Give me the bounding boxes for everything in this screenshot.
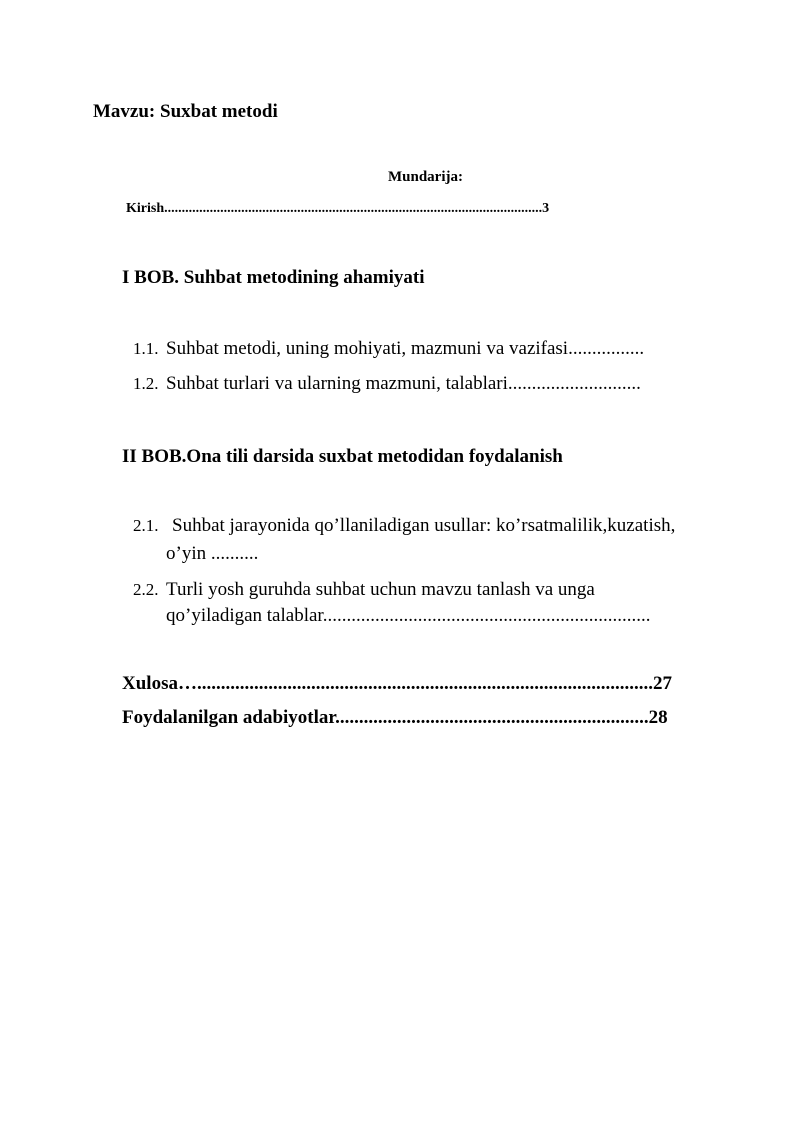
intro-page: 3 (542, 201, 550, 216)
section-leader: ............................ (507, 373, 641, 394)
conclusion-label: Xulosa… (122, 673, 197, 694)
section-number: 1.2. (133, 374, 159, 393)
toc-entry-conclusion (122, 673, 672, 695)
references-label: Foydalanilgan adabiyotlar (122, 707, 336, 728)
conclusion-leader: ................................................................................................ (196, 673, 653, 694)
toc-entry-2-1 (133, 516, 159, 536)
references-page: 28 (648, 707, 668, 728)
toc-entry-2-1-line1: Suhbat jarayonida qo’llaniladigan usullar: ko’rsatmalilik,kuzatish, (172, 515, 676, 536)
section-leader: ..................................................................... (322, 605, 651, 626)
section-number: 1.1. (133, 339, 159, 358)
intro-leader: ............................................................................................................ (164, 201, 543, 216)
section-number: 2.1. (133, 516, 159, 535)
toc-heading: Mundarija: (388, 169, 463, 185)
toc-entry-1-2 (133, 374, 159, 394)
document-topic: Mavzu: Suxbat metodi (93, 101, 278, 122)
section-number: 2.2. (133, 580, 159, 599)
toc-entry-1-1 (133, 339, 159, 359)
section-title: qo’yiladigan talablar (166, 605, 323, 626)
conclusion-page: 27 (652, 673, 672, 694)
references-leader: .................................................................. (335, 707, 649, 728)
toc-entry-2-1-line2 (166, 543, 258, 565)
chapter-title-2: II BOB.Ona tili darsida suxbat metodidan foydalanish (122, 446, 563, 467)
section-title: Suhbat metodi, uning mohiyati, mazmuni va vazifasi (166, 338, 569, 359)
toc-entry-2-2-line1: Turli yosh guruhda suhbat uchun mavzu tanlash va unga (166, 579, 595, 600)
toc-entry-1-1-text (166, 338, 644, 360)
toc-entry-references (122, 707, 668, 729)
section-leader: ................ (568, 338, 645, 359)
section-title: o’yin .......... (166, 543, 259, 564)
toc-entry-intro (126, 201, 549, 217)
toc-entry-1-2-text (166, 373, 641, 395)
section-title: Suhbat turlari va ularning mazmuni, talablari (166, 373, 508, 394)
toc-entry-2-2-line2 (166, 605, 650, 627)
intro-label: Kirish (126, 201, 165, 216)
toc-entry-2-2 (133, 580, 159, 600)
chapter-title-1: I BOB. Suhbat metodining ahamiyati (122, 267, 425, 288)
